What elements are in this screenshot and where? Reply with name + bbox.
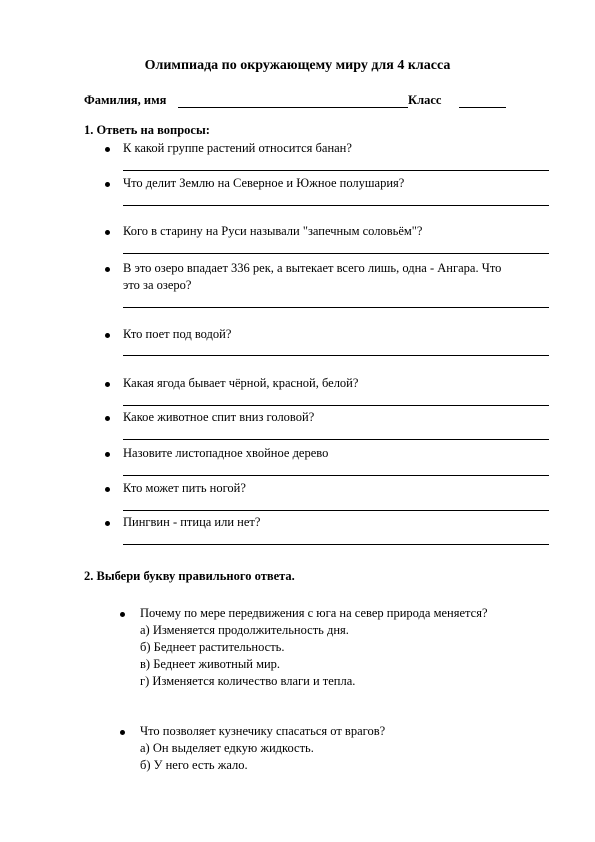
bullet-icon bbox=[120, 730, 125, 735]
bullet-icon bbox=[105, 147, 110, 152]
question-text: Кто может пить ногой? bbox=[123, 481, 246, 495]
answer-line[interactable] bbox=[123, 439, 549, 440]
bullet-icon bbox=[120, 612, 125, 617]
answer-line[interactable] bbox=[123, 475, 549, 476]
question-text: Назовите листопадное хвойное дерево bbox=[123, 446, 329, 460]
question-text: Почему по мере передвижения с юга на север природа меняется? bbox=[140, 606, 488, 620]
page-title: Олимпиада по окружающему миру для 4 класса bbox=[144, 58, 451, 73]
answer-line[interactable] bbox=[123, 170, 549, 171]
answer-line[interactable] bbox=[123, 307, 549, 308]
bullet-icon bbox=[105, 230, 110, 235]
answer-line[interactable] bbox=[123, 544, 549, 545]
question-text-continued: это за озеро? bbox=[123, 278, 192, 292]
section1-heading: 1. Ответь на вопросы: bbox=[84, 123, 210, 137]
answer-option[interactable]: а) Он выделяет едкую жидкость. bbox=[140, 741, 314, 755]
answer-line[interactable] bbox=[123, 355, 549, 356]
answer-option[interactable]: в) Беднеет животный мир. bbox=[140, 657, 281, 671]
class-label: Класс bbox=[408, 93, 442, 107]
bullet-icon bbox=[105, 452, 110, 457]
answer-line[interactable] bbox=[123, 205, 549, 206]
answer-line[interactable] bbox=[123, 253, 549, 254]
question-text: Пингвин - птица или нет? bbox=[123, 515, 261, 529]
answer-line[interactable] bbox=[123, 510, 549, 511]
surname-label: Фамилия, имя bbox=[84, 93, 167, 107]
answer-option[interactable]: б) Беднеет растительность. bbox=[140, 640, 285, 654]
question-text: Какое животное спит вниз головой? bbox=[123, 410, 315, 424]
surname-answer-line[interactable] bbox=[178, 107, 408, 108]
bullet-icon bbox=[105, 487, 110, 492]
question-text: Кто поет под водой? bbox=[123, 327, 232, 341]
question-text: К какой группе растений относится банан? bbox=[123, 141, 352, 155]
answer-option[interactable]: г) Изменяется количество влаги и тепла. bbox=[140, 674, 356, 688]
answer-line[interactable] bbox=[123, 405, 549, 406]
bullet-icon bbox=[105, 416, 110, 421]
question-text: Что позволяет кузнечику спасаться от врагов? bbox=[140, 724, 386, 738]
answer-option[interactable]: а) Изменяется продолжительность дня. bbox=[140, 623, 349, 637]
question-text: Какая ягода бывает чёрной, красной, белой? bbox=[123, 376, 359, 390]
bullet-icon bbox=[105, 182, 110, 187]
bullet-icon bbox=[105, 267, 110, 272]
section2-heading: 2. Выбери букву правильного ответа. bbox=[84, 569, 295, 583]
question-text: Что делит Землю на Северное и Южное полушария? bbox=[123, 176, 405, 190]
answer-option[interactable]: б) У него есть жало. bbox=[140, 758, 248, 772]
bullet-icon bbox=[105, 382, 110, 387]
bullet-icon bbox=[105, 521, 110, 526]
class-answer-line[interactable] bbox=[459, 107, 506, 108]
question-text: Кого в старину на Руси называли "запечным соловьём"? bbox=[123, 224, 423, 238]
bullet-icon bbox=[105, 333, 110, 338]
question-text: В это озеро впадает 336 рек, а вытекает всего лишь, одна - Ангара. Что bbox=[123, 261, 502, 275]
